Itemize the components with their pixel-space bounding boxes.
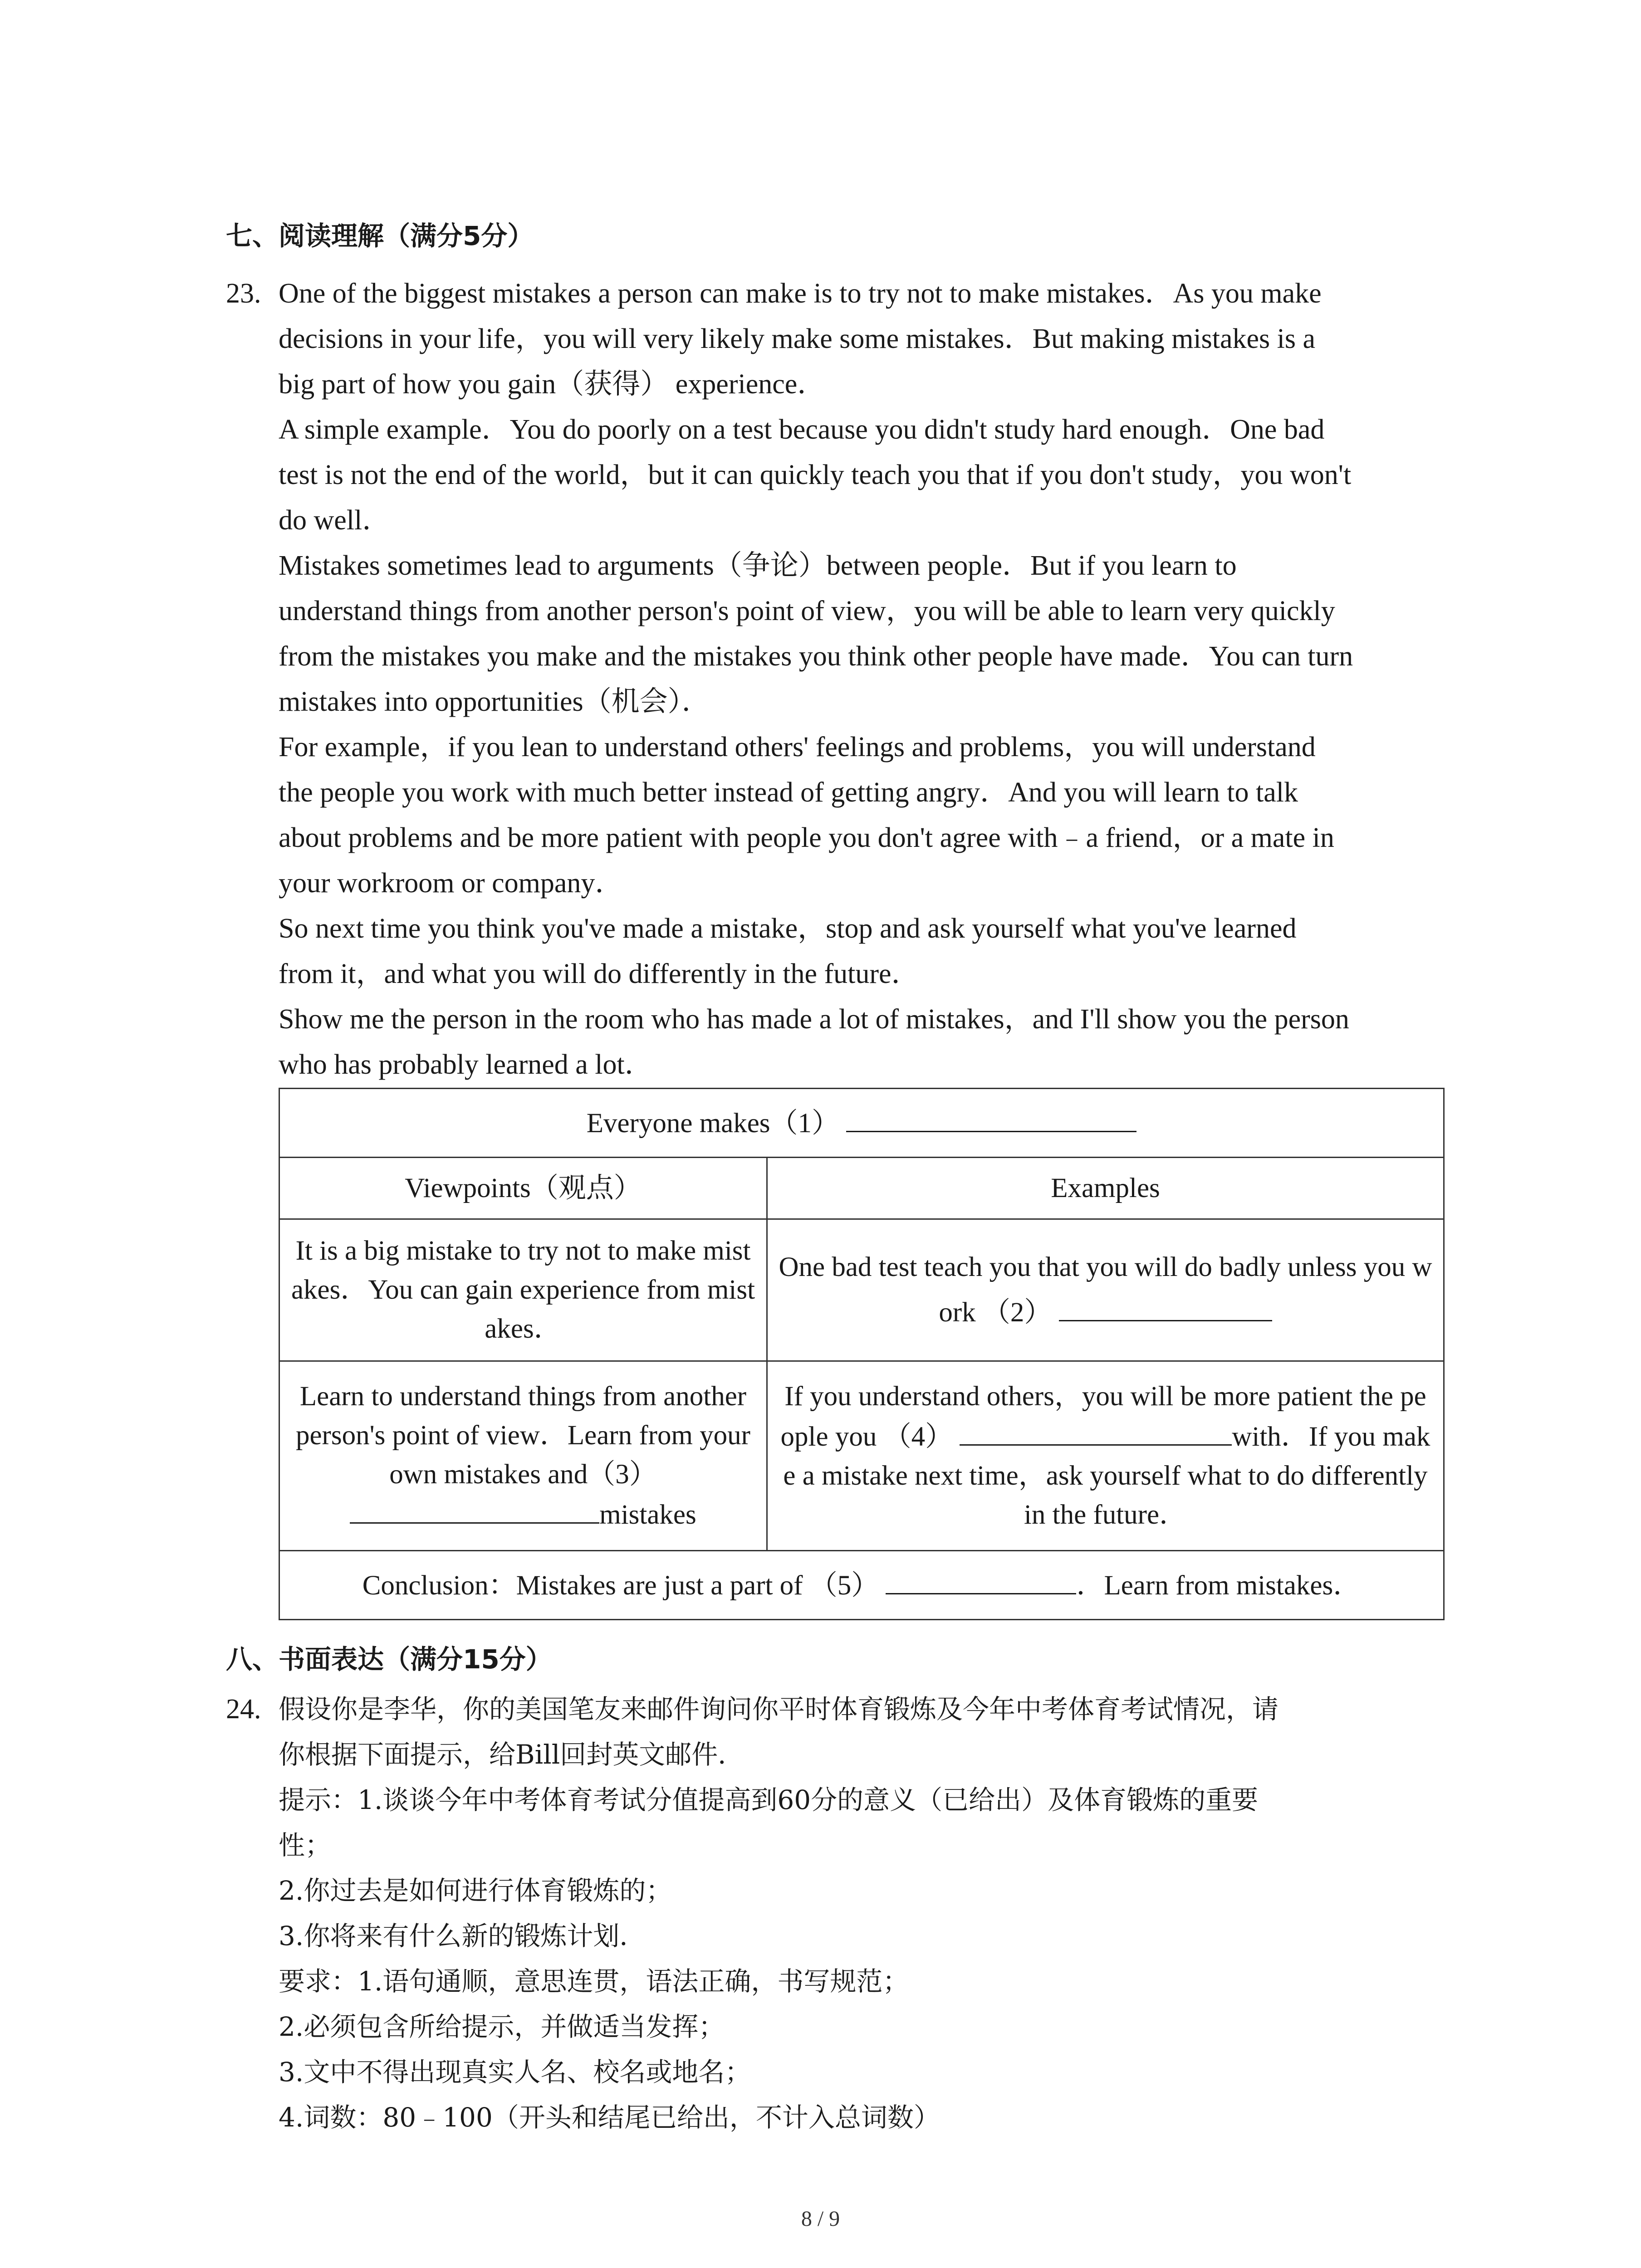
passage-line: the people you work with much better instead of getting angry．And you will learn to talk xyxy=(279,777,1298,808)
header-examples: Examples xyxy=(767,1158,1444,1219)
answer-blank-2[interactable] xyxy=(1059,1292,1272,1321)
prompt-line: 性； xyxy=(279,1830,332,1861)
passage-line: decisions in your life，you will very likely make some mistakes．But making mistakes is a xyxy=(279,323,1316,354)
prompt-line: 提示：1.谈谈今年中考体育考试分值提高到60分的意义（已给出）及体育锻炼的重要 xyxy=(279,1784,1259,1815)
table-title: Everyone makes（1） xyxy=(586,1108,840,1139)
passage-line: Show me the person in the room who has made a lot of mistakes，and I'll show you the person xyxy=(279,1004,1349,1035)
passage-line: Mistakes sometimes lead to arguments（争论）between people．But if you learn to xyxy=(279,550,1237,581)
answer-blank-1[interactable] xyxy=(846,1103,1136,1132)
passage-line: do well． xyxy=(279,505,391,536)
passage-line: test is not the end of the world，but it can quickly teach you that if you don't study，you won't xyxy=(279,459,1352,490)
passage-line: mistakes into opportunities（机会）． xyxy=(279,686,710,717)
conclusion-cell xyxy=(279,1550,1444,1619)
passage-line: who has probably learned a lot． xyxy=(279,1049,653,1080)
passage-line: big part of how you gain（获得） experience． xyxy=(279,369,826,400)
row2-example-tail: with．If you make a mistake next time，ask yourself what to do differently in the future． xyxy=(783,1421,1430,1530)
page-number: 8 / 9 xyxy=(801,2207,840,2231)
passage-line: A simple example．You do poorly on a test because you didn't study hard enough．One bad xyxy=(279,414,1325,445)
row1-example-cell xyxy=(767,1219,1444,1361)
prompt-line: 2.你过去是如何进行体育锻炼的； xyxy=(279,1875,672,1906)
passage-line: For example，if you lean to understand others' feelings and problems，you will understand xyxy=(279,732,1316,763)
header-viewpoints: Viewpoints（观点） xyxy=(279,1158,767,1219)
prompt-line: 假设你是李华，你的美国笔友来邮件询问你平时体育锻炼及今年中考体育考试情况，请 xyxy=(279,1694,1279,1725)
answer-blank-5[interactable] xyxy=(886,1565,1076,1594)
row2-viewpoint-tail: mistakes xyxy=(599,1499,696,1530)
passage-line: your workroom or company． xyxy=(279,868,623,899)
row2-viewpoint-cell xyxy=(279,1361,767,1550)
row1-example-text: One bad test teach you that you will do badly unless you work （2） xyxy=(779,1251,1432,1328)
row1-viewpoint: It is a big mistake to try not to make mistakes．You can gain experience from mistakes． xyxy=(279,1219,767,1361)
passage-line: from the mistakes you make and the mistakes you think other people have made．You can turn xyxy=(279,641,1353,672)
section-heading-reading: 七、阅读理解（满分5分） xyxy=(226,220,534,251)
table-title-cell xyxy=(279,1089,1444,1158)
answer-blank-3[interactable] xyxy=(350,1494,599,1524)
writing-prompt xyxy=(279,1686,1458,2140)
passage-line: from it，and what you will do differently in the future． xyxy=(279,958,920,989)
passage-line: So next time you think you've made a mistake，stop and ask yourself what you've learned xyxy=(279,913,1297,944)
prompt-line: 4.词数：80﹣100（开头和结尾已给出，不计入总词数） xyxy=(279,2102,940,2133)
passage-line: understand things from another person's point of view，you will be able to learn very quickly xyxy=(279,596,1335,626)
row2-example-cell xyxy=(767,1361,1444,1550)
section-heading-writing: 八、书面表达（满分15分） xyxy=(226,1644,552,1675)
prompt-line: 3.文中不得出现真实人名、校名或地名； xyxy=(279,2057,751,2087)
passage-line: about problems and be more patient with people you don't agree with﹣a friend，or a mate in xyxy=(279,822,1334,853)
answer-blank-4[interactable] xyxy=(960,1416,1232,1446)
question-number-24: 24. xyxy=(226,1694,261,1725)
reading-passage xyxy=(279,271,1458,1087)
prompt-line: 2.必须包含所给提示，并做适当发挥； xyxy=(279,2011,725,2042)
summary-table xyxy=(279,1088,1445,1620)
conclusion-tail: ．Learn from mistakes． xyxy=(1076,1570,1361,1601)
row2-example-text: If you understand others，you will be more patient the people you （4） xyxy=(780,1381,1426,1452)
conclusion-text: Conclusion：Mistakes are just a part of （5） xyxy=(362,1570,879,1601)
question-number-23: 23. xyxy=(226,278,261,309)
prompt-line: 你根据下面提示，给Bill回封英文邮件． xyxy=(279,1739,745,1770)
passage-line: One of the biggest mistakes a person can make is to try not to make mistakes．As you make xyxy=(279,278,1322,309)
row2-viewpoint-text: Learn to understand things from another person's point of view．Learn from your own mistakes and（3） xyxy=(295,1381,750,1490)
prompt-line: 3.你将来有什么新的锻炼计划． xyxy=(279,1921,646,1951)
prompt-line: 要求：1.语句通顺，意思连贯，语法正确，书写规范； xyxy=(279,1966,909,1997)
